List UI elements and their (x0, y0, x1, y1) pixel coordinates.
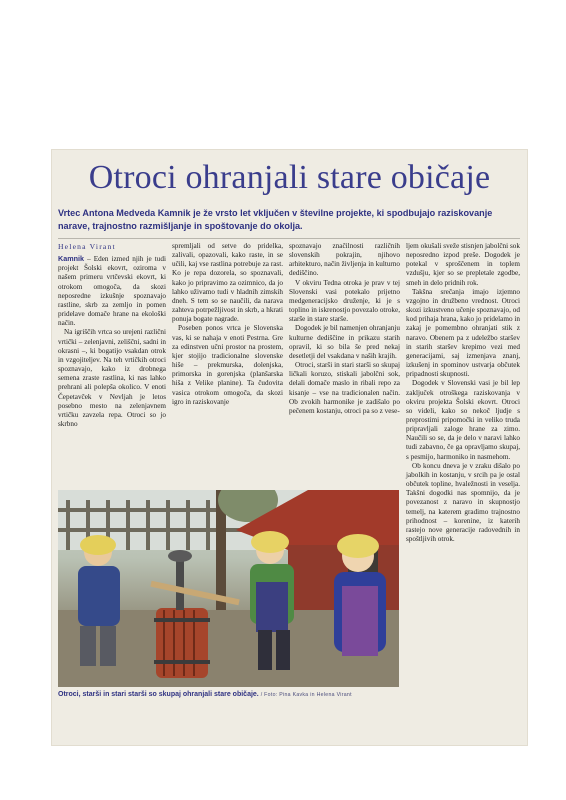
article-column-3 (289, 242, 400, 416)
newspaper-clipping (52, 150, 527, 745)
article-column-4 (406, 242, 520, 544)
photo-caption (58, 690, 403, 700)
paragraph: ljem okušali sveže stisnjen jabolčni sok neposredno izpod preše. Dogodek je potekal v sproščenem in toplem vzdušju, kjer so se prepletale zgodbe, smeh in delo pridnih rok. (406, 242, 520, 287)
photo-illustration (58, 490, 399, 687)
paragraph: Otroci, starši in stari starši so skupaj ličkali koruzo, stiskali jabolčni sok, delali domače maslo in ribali repo za kisanje – vse na tradicionalen način. Ob zvokih harmonike je zadišalo po pečenem kostanju, otroci pa so z vese- (289, 361, 400, 415)
paragraph: V okviru Tedna otroka je prav v tej Slovenski vasi potekalo prijetno medgeneracijsko druženje, ki je s toplino in iskrenostjo povezalo otroke, starše in stare starše. (289, 278, 400, 324)
paragraph: Takšna srečanja imajo izjemno vzgojno in družbeno vrednost. Otroci skozi izkustveno učenje spoznavajo, od kod prihaja hrana, kako jo pridelamo in zakaj je pomembno ohranjati stik z naravo. Obenem pa z udeležbo staršev in starih staršev krepimo vezi med generacijami, saj izmenjava znanj, izkušenj in spominov ustvarja občutek pripadnosti skupnosti. (406, 287, 520, 379)
article-column-1 (58, 242, 166, 429)
paragraph: Poseben ponos vrtca je Slovenska vas, ki se nahaja v enoti Pestrna. Gre za edinstven učni prostor na prostem, kjer stojijo tradicionalne slovenske hiše – prekmurska, dolenjska, primorska in gorenjska (planšarska hiša z Velike planine). Ta čudovita vasica otrokom omogoča, da skozi igro in raziskovanje (172, 324, 283, 406)
paragraph: spoznavajo značilnosti različnih slovenskih pokrajin, njihovo arhitekturo, način življenja in kulturno dediščino. (289, 242, 400, 278)
paragraph: Dogodek v Slovenski vasi je bil lep zaključek otroškega raziskovanja v okviru projekta Šolski ekovrt. Otroci so videli, kako so nekoč ljudje s preprostimi pripomočki in veliko truda pripravljali zaloge hrane za zimo. Naučili so se, da je delo v naravi lahko tudi zabavno, če ga opravljamo skupaj, s pesmijo, harmoniko in nasmehom. (406, 379, 520, 461)
dateline-place: Kamnik (58, 254, 84, 264)
article-column-2 (172, 242, 283, 407)
photo-credit: / Foto: Pina Kavka in Helena Virant (260, 692, 352, 698)
paragraph: Na igriščih vrtca so urejeni različni vrtički – zelenjavni, zeliščni, sadni in okrasni –, ki bogatijo vsakdan otrok in vzgojiteljev. Na teh vrtičkih otroci spoznavajo, kako iz drobnega semena zraste rastlina, ki nas lahko prehrani ali polepša okolico. V enoti Čepetavček v Nevljah je letos posebno mesto na zelenjavnem vrtičku zavzela repa. Otroci so jo skrbno (58, 328, 166, 428)
paragraph (58, 254, 166, 328)
article-lead: Vrtec Antona Medveda Kamnik je že vrsto let vključen v številne projekte, ki spodbujajo raziskovanje narave, trajnostno razmišljanje in spoštovanje do okolja. (58, 208, 493, 231)
paragraph: Ob koncu dneva je v zraku dišalo po jabolkih in kostanju, v srcih pa je ostal občutek topline, hvaležnosti in veselja. Takšni dogodki nas spomnijo, da je povezanost z naravo in skupnostjo temelj, na katerem gradimo trajnostno prihodnost – korenine, iz katerih rastejo nove generacije radovednih in spoštljivih otrok. (406, 461, 520, 543)
article-headline: Otroci ohranjali stare običaje (88, 159, 491, 196)
article-photo (58, 490, 399, 687)
article-byline: Helena Virant (58, 242, 116, 251)
paragraph-text: – Eden izmed njih je tudi projekt Šolski ekovrt, oziroma v našem primeru vrtčevski ekovrt, ki otrokom omogoča, da skozi neposredne izkušnje spoznavajo rastline, skrb za zemljo in pomen pridelave domače hrane na ekološki način. (58, 255, 166, 328)
paragraph: Dogodek je bil namenjen ohranjanju kulturne dediščine in prikazu starih opravil, ki so bila še pred nekaj desetletji del vsakdana v naših krajih. (289, 324, 400, 360)
paragraph: spremljali od setve do pridelka, zalivali, opazovali, kako raste, in se učili, kaj vse rastlina potrebuje za rast. Ko je repa dozorela, so spoznavali, kako jo pripravimo za ozimnico, da jo lahko uživamo tudi v hladnih zimskih dneh. S tem so se naučili, da narava zahteva potrpežljivost in skrb, a hkrati ponuja bogate nagrade. (172, 242, 283, 324)
divider (58, 238, 520, 239)
caption-text: Otroci, starši in stari starši so skupaj ohranjali stare običaje. (58, 691, 259, 698)
